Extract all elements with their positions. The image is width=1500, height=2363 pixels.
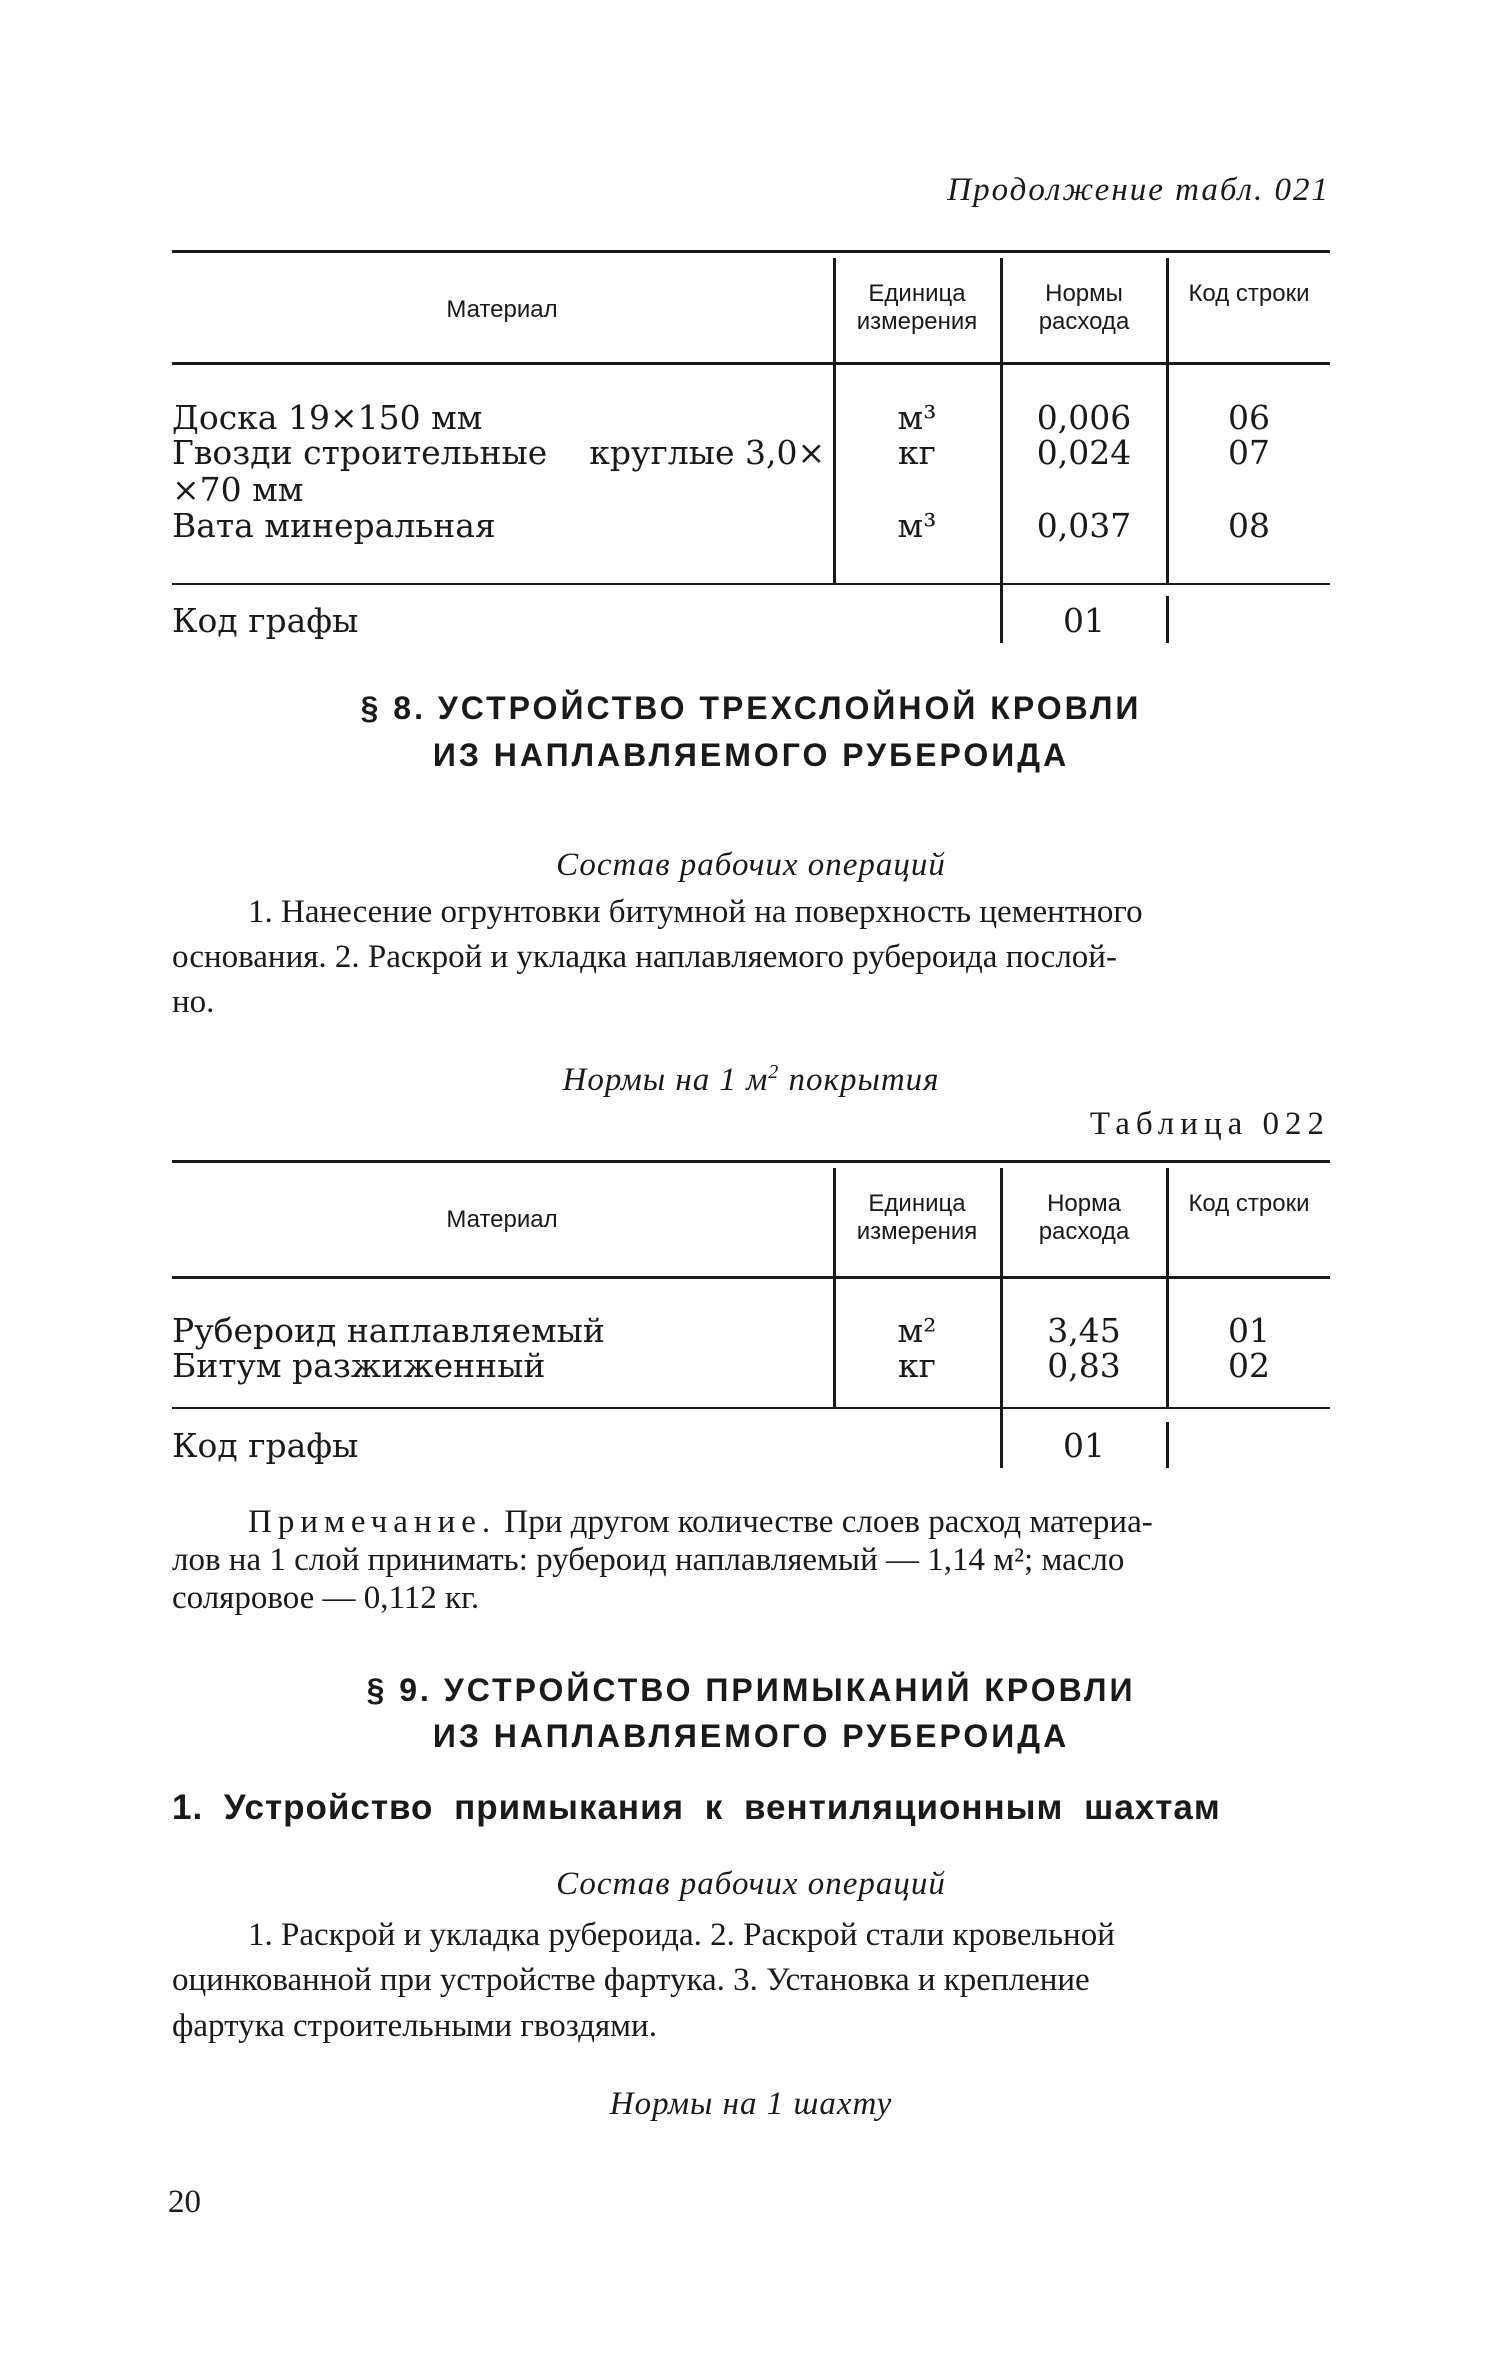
table-row-material: Доска 19×150 мм	[172, 398, 483, 437]
table-022-col-divider	[1166, 1422, 1169, 1468]
table-022-label: Таблица 022	[1089, 1106, 1330, 1142]
table-021-footer-label: Код графы	[172, 601, 359, 640]
table-row-code: 01	[1228, 1311, 1270, 1350]
table-022-header-code	[1169, 1190, 1329, 1218]
section-9-ops-line: 1. Раскрой и укладка рубероида. 2. Раскрой стали кровельной	[248, 1917, 1115, 1953]
table-row-norm: 0,024	[1036, 433, 1132, 472]
table-022-header-norms	[1003, 1190, 1165, 1246]
section-8-norms-heading-a: Нормы на 1 м	[562, 1062, 769, 1098]
section-8-norms-heading-sup: 2	[768, 1061, 780, 1083]
section-8-title-2: ИЗ НАПЛАВЛЯЕМОГО РУБЕРОИДА	[432, 737, 1070, 773]
table-021-header-norms	[1003, 280, 1165, 336]
table-021-header-code-text: Код строки	[1188, 280, 1310, 307]
table-row-unit: м³	[897, 506, 937, 545]
section-9-ops-line: фартука строительными гвоздями.	[172, 2008, 657, 2044]
table-021-header-code	[1169, 280, 1329, 308]
section-8-norms-heading	[172, 1050, 1330, 1103]
section-8-title: § 8. УСТРОЙСТВО ТРЕХСЛОЙНОЙ КРОВЛИ	[360, 690, 1142, 726]
table-row-unit: м²	[897, 1311, 937, 1350]
table-022-footer-label: Код графы	[172, 1426, 359, 1465]
table-022-header-unit	[836, 1190, 998, 1246]
table-022-header-unit-text: Единица измерения	[856, 1190, 978, 1245]
note-line: лов на 1 слой принимать: рубероид наплавляемый — 1,14 м²; масло	[172, 1542, 1125, 1578]
note-label: Примечание.	[248, 1504, 497, 1540]
table-row-material: Гвозди строительные круглые 3,0×	[172, 433, 826, 472]
section-8-ops-line: но.	[172, 984, 215, 1020]
table-022-footer-value: 01	[1063, 1426, 1105, 1465]
section-9-ops-heading: Состав рабочих операций	[556, 1866, 946, 1902]
table-022-header-material: Материал	[446, 1206, 558, 1233]
table-021-header-unit-text: Единица измерения	[856, 280, 978, 335]
table-row-norm: 0,006	[1036, 398, 1132, 437]
section-9-norms-heading: Нормы на 1 шахту	[609, 2086, 893, 2122]
table-row-norm: 0,037	[1036, 506, 1132, 545]
table-row-material: Рубероид наплавляемый	[172, 1311, 605, 1350]
table-row-unit: кг	[898, 433, 936, 472]
section-9-ops-line: оцинкованной при устройстве фартука. 3. Установка и крепление	[172, 1962, 1090, 1998]
section-9-title-2: ИЗ НАПЛАВЛЯЕМОГО РУБЕРОИДА	[432, 1718, 1070, 1754]
table-row-material: Битум разжиженный	[172, 1346, 546, 1385]
table-row-norm: 3,45	[1047, 1311, 1121, 1350]
table-row-code: 07	[1228, 433, 1270, 472]
table-021-top-rule	[172, 250, 1330, 253]
page-number: 20	[168, 2184, 201, 2220]
table-021-col-divider	[1166, 596, 1169, 643]
section-9-title: § 9. УСТРОЙСТВО ПРИМЫКАНИЙ КРОВЛИ	[366, 1672, 1136, 1708]
table-row-unit: кг	[898, 1346, 936, 1385]
table-021-header-norms-text: Нормы расхода	[1038, 280, 1130, 335]
table-021-header-material: Материал	[446, 296, 558, 323]
section-8-norms-heading-b: покрытия	[779, 1062, 940, 1098]
table-row-code: 06	[1228, 398, 1270, 437]
note-line: соляровое — 0,112 кг.	[172, 1580, 480, 1616]
section-9-subtitle: 1. Устройство примыкания к вентиляционным шахтам	[172, 1788, 1221, 1827]
table-022-top-rule	[172, 1160, 1330, 1163]
table-row-norm: 0,83	[1047, 1346, 1121, 1385]
table-row-code: 08	[1228, 506, 1270, 545]
table-022-header-code-text: Код строки	[1188, 1190, 1310, 1217]
table-row-material-cont: ×70 мм	[172, 470, 304, 509]
table-row-material: Вата минеральная	[172, 506, 496, 545]
table-022-header-norms-text: Норма расхода	[1038, 1190, 1130, 1245]
section-8-ops-line: основания. 2. Раскрой и укладка наплавляемого рубероида послой-	[172, 939, 1117, 975]
table-022-footer-rule	[172, 1407, 1330, 1409]
table-021-footer-rule	[172, 583, 1330, 585]
table-row-unit: м³	[897, 398, 937, 437]
table-021-header-unit	[836, 280, 998, 336]
table-021-header-rule	[172, 362, 1330, 365]
section-8-ops-line: 1. Нанесение огрунтовки битумной на поверхность цементного	[248, 894, 1143, 930]
note-text: При другом количестве слоев расход материа-	[496, 1504, 1153, 1540]
section-8-ops-heading: Состав рабочих операций	[556, 847, 946, 883]
table-row-code: 02	[1228, 1346, 1270, 1385]
continuation-label: Продолжение табл. 021	[947, 172, 1330, 208]
table-022-header-rule	[172, 1276, 1330, 1279]
table-021-footer-value: 01	[1063, 601, 1105, 640]
